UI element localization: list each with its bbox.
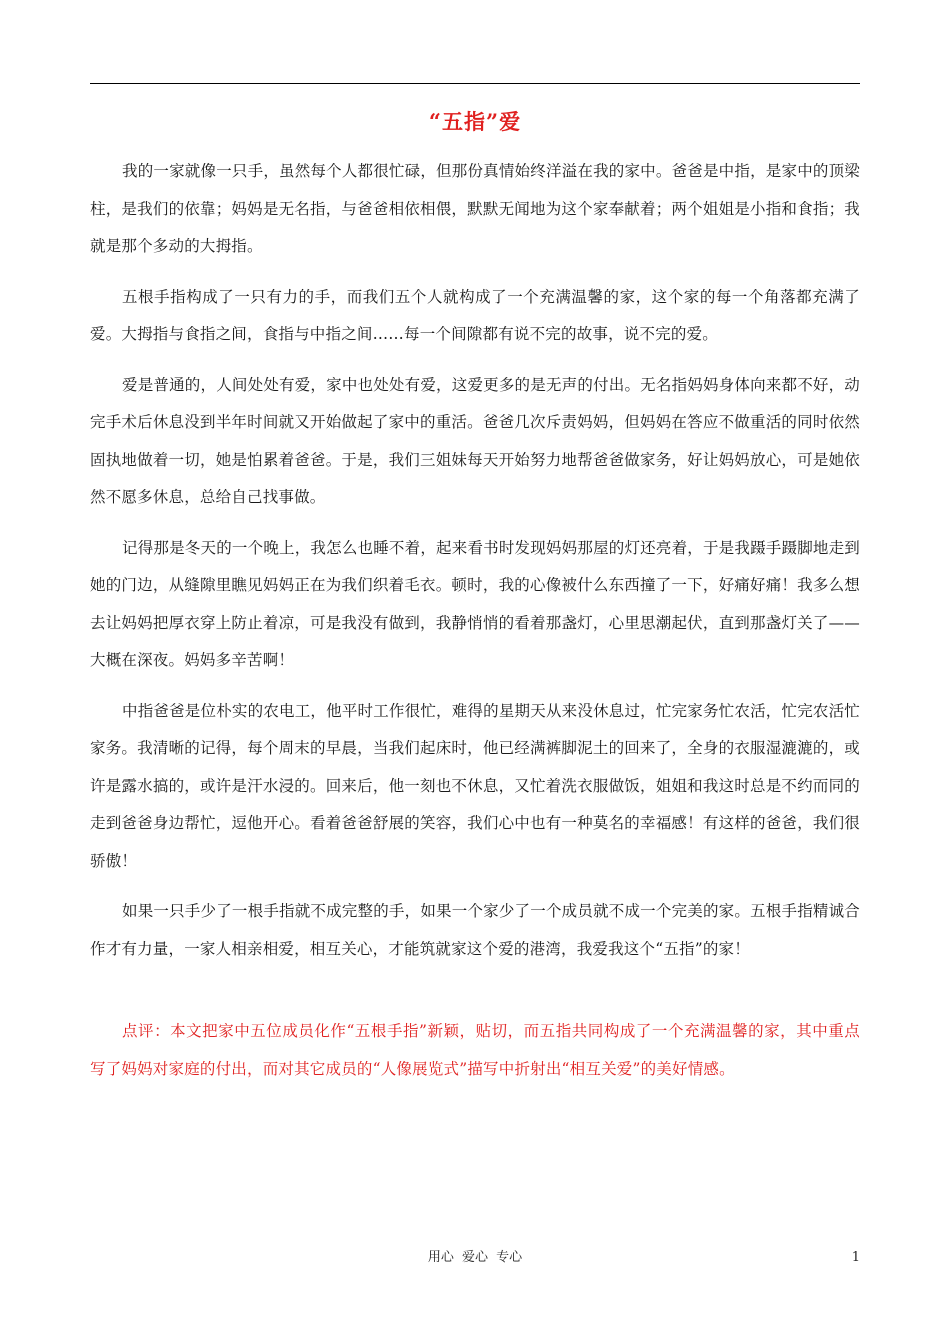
header-rule bbox=[90, 83, 860, 84]
article-body bbox=[90, 153, 860, 981]
page-number: 1 bbox=[851, 1250, 860, 1265]
paragraph-5: 中指爸爸是位朴实的农电工，他平时工作很忙，难得的星期天从来没休息过，忙完家务忙农活，忙完农活忙家务。我清晰的记得，每个周末的早晨，当我们起床时，他已经满裤脚泥土的回来了，全身的衣服湿漉漉的，或许是露水搞的，或许是汗水浸的。回来后，他一刻也不休息，又忙着洗衣服做饭，姐姐和我这时总是不约而同的走到爸爸身边帮忙，逗他开心。看着爸爸舒展的笑容，我们心中也有一种莫名的幸福感！有这样的爸爸，我们很骄傲！ bbox=[90, 701, 860, 870]
footer-motto: 用心 爱心 专心 bbox=[427, 1250, 523, 1265]
paragraph-6: 如果一只手少了一根手指就不成完整的手，如果一个家少了一个成员就不成一个完美的家。五根手指精诚合作才有力量，一家人相亲相爱，相互关心，才能筑就家这个爱的港湾，我爱我这个“五指”的家！ bbox=[90, 902, 860, 958]
paragraph-3: 爱是普通的，人间处处有爱，家中也处处有爱，这爱更多的是无声的付出。无名指妈妈身体向来都不好，动完手术后休息没到半年时间就又开始做起了家中的重活。爸爸几次斥责妈妈，但妈妈在答应不做重活的同时依然固执地做着一切，她是怕累着爸爸。于是，我们三姐妹每天开始努力地帮爸爸做家务，好让妈妈放心，可是她依然不愿多休息，总给自己找事做。 bbox=[90, 375, 860, 506]
article-title: “五指”爱 bbox=[428, 109, 522, 134]
paragraph-1: 我的一家就像一只手，虽然每个人都很忙碌，但那份真情始终洋溢在我的家中。爸爸是中指，是家中的顶梁柱，是我们的依靠；妈妈是无名指，与爸爸相依相偎，默默无闻地为这个家奉献着；两个姐姐是小指和食指；我就是那个多动的大拇指。 bbox=[90, 162, 860, 255]
paragraph-4: 记得那是冬天的一个晚上，我怎么也睡不着，起来看书时发现妈妈那屋的灯还亮着，于是我蹑手蹑脚地走到她的门边，从缝隙里瞧见妈妈正在为我们织着毛衣。顿时，我的心像被什么东西撞了一下，好痛好痛！我多么想去让妈妈把厚衣穿上防止着凉，可是我没有做到，我静悄悄的看着那盏灯，心里思潮起伏，直到那盏灯关了——大概在深夜。妈妈多辛苦啊！ bbox=[90, 538, 860, 669]
paragraph-2: 五根手指构成了一只有力的手，而我们五个人就构成了一个充满温馨的家，这个家的每一个角落都充满了爱。大拇指与食指之间，食指与中指之间……每一个间隙都有说不完的故事，说不完的爱。 bbox=[90, 287, 860, 343]
teacher-comment: 点评：本文把家中五位成员化作“五根手指”新颖，贴切，而五指共同构成了一个充满温馨的家，其中重点写了妈妈对家庭的付出，而对其它成员的“人像展览式”描写中折射出“相互关爱”的美好情感。 bbox=[90, 1022, 860, 1078]
